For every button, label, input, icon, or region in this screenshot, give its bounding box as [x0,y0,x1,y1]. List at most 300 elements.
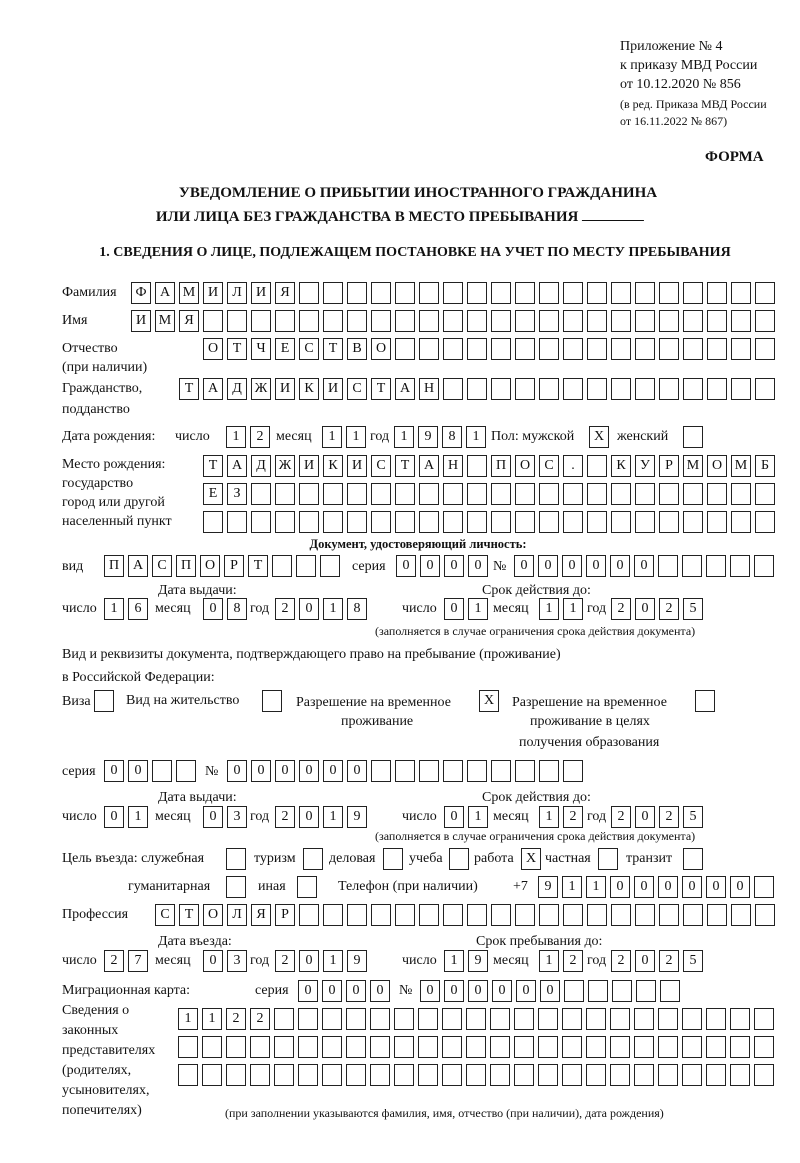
input-cell[interactable]: 0 [444,555,464,577]
input-cell[interactable]: 1 [322,426,342,448]
migration-number-field[interactable] [420,980,680,1002]
input-cell[interactable]: 0 [299,950,319,972]
input-cell[interactable]: 0 [634,555,654,577]
input-cell[interactable] [491,483,511,505]
input-cell[interactable]: М [155,310,175,332]
right-valid-year-field[interactable] [611,806,703,828]
input-cell[interactable] [586,1036,606,1058]
input-cell[interactable]: 0 [299,760,319,782]
input-cell[interactable]: И [299,455,319,477]
input-cell[interactable] [539,338,559,360]
input-cell[interactable]: 0 [104,806,124,828]
surname-field[interactable] [131,282,775,304]
input-cell[interactable] [587,483,607,505]
input-cell[interactable] [442,1008,462,1030]
input-cell[interactable] [586,1064,606,1086]
birth-year-field[interactable] [394,426,486,448]
input-cell[interactable] [562,1064,582,1086]
input-cell[interactable]: Т [227,338,247,360]
purpose-work-checkbox[interactable] [521,848,541,870]
input-cell[interactable] [251,483,271,505]
input-cell[interactable]: 0 [420,980,440,1002]
input-cell[interactable]: 1 [226,426,246,448]
input-cell[interactable] [467,310,487,332]
purpose-tourism-checkbox[interactable] [303,848,323,870]
doc-issue-month-field[interactable] [203,598,247,620]
input-cell[interactable]: Л [227,282,247,304]
input-cell[interactable] [491,310,511,332]
input-cell[interactable] [347,511,367,533]
input-cell[interactable]: 0 [706,876,726,898]
input-cell[interactable] [683,282,703,304]
input-cell[interactable]: 0 [540,980,560,1002]
input-cell[interactable]: 2 [250,1008,270,1030]
input-cell[interactable]: 1 [539,598,559,620]
input-cell[interactable]: 1 [539,806,559,828]
input-cell[interactable] [442,1036,462,1058]
input-cell[interactable] [634,1036,654,1058]
input-cell[interactable] [707,310,727,332]
input-cell[interactable] [515,511,535,533]
input-cell[interactable]: 2 [104,950,124,972]
input-cell[interactable]: 1 [444,950,464,972]
input-cell[interactable] [394,1036,414,1058]
stay-year-field[interactable] [611,950,703,972]
input-cell[interactable]: 2 [563,806,583,828]
input-cell[interactable] [539,378,559,400]
input-cell[interactable] [706,1064,726,1086]
input-cell[interactable] [611,904,631,926]
input-cell[interactable] [299,310,319,332]
input-cell[interactable]: О [371,338,391,360]
input-cell[interactable] [538,1008,558,1030]
input-cell[interactable]: 0 [396,555,416,577]
input-cell[interactable] [275,310,295,332]
input-cell[interactable]: М [179,282,199,304]
input-cell[interactable]: 2 [275,950,295,972]
input-cell[interactable] [203,310,223,332]
input-cell[interactable] [515,310,535,332]
input-cell[interactable]: 1 [128,806,148,828]
input-cell[interactable] [755,378,775,400]
input-cell[interactable] [659,338,679,360]
input-cell[interactable] [514,1064,534,1086]
input-cell[interactable] [587,338,607,360]
input-cell[interactable]: С [347,378,367,400]
input-cell[interactable] [443,378,463,400]
input-cell[interactable] [659,282,679,304]
input-cell[interactable]: З [227,483,247,505]
input-cell[interactable] [658,1008,678,1030]
input-cell[interactable] [370,1036,390,1058]
input-cell[interactable]: Ф [131,282,151,304]
input-cell[interactable]: И [347,455,367,477]
input-cell[interactable] [418,1064,438,1086]
input-cell[interactable]: 0 [251,760,271,782]
input-cell[interactable]: С [155,904,175,926]
input-cell[interactable]: 1 [323,598,343,620]
input-cell[interactable] [610,1064,630,1086]
input-cell[interactable]: 0 [635,806,655,828]
input-cell[interactable]: А [419,455,439,477]
input-cell[interactable]: Д [227,378,247,400]
right-issue-month-field[interactable] [203,806,247,828]
input-cell[interactable]: И [203,282,223,304]
input-cell[interactable]: 9 [468,950,488,972]
input-cell[interactable]: О [707,455,727,477]
input-cell[interactable] [731,904,751,926]
entry-month-field[interactable] [203,950,247,972]
stay-month-field[interactable] [539,950,583,972]
input-cell[interactable]: 0 [203,806,223,828]
input-cell[interactable]: 0 [370,980,390,1002]
input-cell[interactable] [587,282,607,304]
input-cell[interactable] [395,483,415,505]
input-cell[interactable] [419,904,439,926]
input-cell[interactable] [659,310,679,332]
input-cell[interactable] [275,511,295,533]
input-cell[interactable]: 0 [346,980,366,1002]
input-cell[interactable]: А [203,378,223,400]
input-cell[interactable] [586,1008,606,1030]
input-cell[interactable] [323,310,343,332]
input-cell[interactable] [323,483,343,505]
input-cell[interactable]: 0 [634,876,654,898]
input-cell[interactable]: 8 [227,598,247,620]
input-cell[interactable] [466,1008,486,1030]
doc-number-field[interactable] [514,555,774,577]
input-cell[interactable]: Е [203,483,223,505]
input-cell[interactable]: 0 [347,760,367,782]
input-cell[interactable] [274,1008,294,1030]
input-cell[interactable] [370,1064,390,1086]
input-cell[interactable] [227,310,247,332]
input-cell[interactable] [418,1008,438,1030]
doc-valid-month-field[interactable] [539,598,583,620]
input-cell[interactable]: Т [323,338,343,360]
input-cell[interactable] [395,282,415,304]
input-cell[interactable] [515,282,535,304]
input-cell[interactable]: 9 [347,806,367,828]
input-cell[interactable] [419,511,439,533]
input-cell[interactable]: 0 [562,555,582,577]
input-cell[interactable] [467,511,487,533]
input-cell[interactable] [635,338,655,360]
input-cell[interactable]: Т [203,455,223,477]
input-cell[interactable]: Ж [275,455,295,477]
input-cell[interactable] [466,1064,486,1086]
input-cell[interactable] [755,511,775,533]
input-cell[interactable] [695,690,715,712]
input-cell[interactable]: К [611,455,631,477]
input-cell[interactable] [346,1008,366,1030]
doc-issue-day-field[interactable] [104,598,148,620]
input-cell[interactable]: Т [179,378,199,400]
input-cell[interactable]: 0 [468,555,488,577]
input-cell[interactable] [731,378,751,400]
input-cell[interactable]: 0 [203,950,223,972]
input-cell[interactable] [707,282,727,304]
input-cell[interactable] [515,904,535,926]
input-cell[interactable]: 2 [611,806,631,828]
purpose-transit-checkbox[interactable] [683,848,703,870]
input-cell[interactable] [395,904,415,926]
input-cell[interactable] [706,555,726,577]
input-cell[interactable] [394,1064,414,1086]
input-cell[interactable]: А [395,378,415,400]
input-cell[interactable] [634,1008,654,1030]
input-cell[interactable]: П [176,555,196,577]
input-cell[interactable] [298,1036,318,1058]
temp-permit-checkbox[interactable] [479,690,499,712]
input-cell[interactable] [347,483,367,505]
input-cell[interactable]: 5 [683,598,703,620]
input-cell[interactable]: И [131,310,151,332]
citizenship-field[interactable] [179,378,775,400]
input-cell[interactable] [658,1036,678,1058]
input-cell[interactable] [467,378,487,400]
input-cell[interactable]: 1 [539,950,559,972]
input-cell[interactable] [371,760,391,782]
input-cell[interactable]: 0 [610,555,630,577]
input-cell[interactable]: 9 [347,950,367,972]
input-cell[interactable] [491,511,511,533]
input-cell[interactable] [323,904,343,926]
input-cell[interactable]: 0 [299,806,319,828]
representatives-field-2[interactable] [178,1036,774,1058]
input-cell[interactable] [659,511,679,533]
input-cell[interactable] [598,848,618,870]
input-cell[interactable]: С [299,338,319,360]
input-cell[interactable] [563,904,583,926]
input-cell[interactable]: 0 [514,555,534,577]
input-cell[interactable]: Л [227,904,247,926]
input-cell[interactable]: Т [248,555,268,577]
input-cell[interactable] [563,483,583,505]
input-cell[interactable] [203,511,223,533]
input-cell[interactable] [395,760,415,782]
input-cell[interactable] [682,1036,702,1058]
input-cell[interactable]: 2 [250,426,270,448]
input-cell[interactable] [490,1036,510,1058]
input-cell[interactable]: 1 [562,876,582,898]
input-cell[interactable] [419,338,439,360]
input-cell[interactable] [371,904,391,926]
input-cell[interactable]: О [203,338,223,360]
input-cell[interactable] [202,1036,222,1058]
input-cell[interactable] [659,483,679,505]
input-cell[interactable] [226,1036,246,1058]
input-cell[interactable] [443,511,463,533]
input-cell[interactable] [418,1036,438,1058]
birth-day-field[interactable] [226,426,270,448]
input-cell[interactable]: Т [371,378,391,400]
input-cell[interactable] [730,1036,750,1058]
input-cell[interactable]: 2 [611,598,631,620]
input-cell[interactable] [322,1008,342,1030]
title-blank-underline[interactable] [582,207,644,221]
input-cell[interactable]: С [371,455,391,477]
input-cell[interactable] [634,1064,654,1086]
input-cell[interactable] [443,904,463,926]
input-cell[interactable]: 1 [466,426,486,448]
input-cell[interactable]: 2 [659,598,679,620]
input-cell[interactable]: М [731,455,751,477]
input-cell[interactable] [443,483,463,505]
input-cell[interactable] [395,511,415,533]
input-cell[interactable]: О [203,904,223,926]
input-cell[interactable]: 1 [394,426,414,448]
input-cell[interactable]: У [635,455,655,477]
input-cell[interactable] [394,1008,414,1030]
visa-checkbox[interactable] [94,690,114,712]
input-cell[interactable] [610,1036,630,1058]
input-cell[interactable] [443,310,463,332]
input-cell[interactable]: К [323,455,343,477]
input-cell[interactable] [323,282,343,304]
input-cell[interactable] [347,310,367,332]
input-cell[interactable]: 0 [227,760,247,782]
input-cell[interactable] [731,338,751,360]
input-cell[interactable] [490,1064,510,1086]
input-cell[interactable]: И [251,282,271,304]
input-cell[interactable]: Ж [251,378,271,400]
sex-female-checkbox[interactable] [683,426,703,448]
input-cell[interactable]: 2 [275,598,295,620]
input-cell[interactable] [467,282,487,304]
right-valid-month-field[interactable] [539,806,583,828]
input-cell[interactable] [346,1036,366,1058]
input-cell[interactable] [587,904,607,926]
purpose-humanitarian-checkbox[interactable] [226,876,246,898]
input-cell[interactable] [658,1064,678,1086]
input-cell[interactable]: X [589,426,609,448]
input-cell[interactable]: X [479,690,499,712]
input-cell[interactable]: Т [179,904,199,926]
input-cell[interactable] [635,310,655,332]
input-cell[interactable] [250,1064,270,1086]
input-cell[interactable] [754,1008,774,1030]
input-cell[interactable] [442,1064,462,1086]
input-cell[interactable]: 0 [322,980,342,1002]
input-cell[interactable] [272,555,292,577]
stay-day-field[interactable] [444,950,488,972]
entry-day-field[interactable] [104,950,148,972]
doc-kind-field[interactable] [104,555,340,577]
input-cell[interactable] [299,904,319,926]
input-cell[interactable] [467,483,487,505]
input-cell[interactable] [370,1008,390,1030]
input-cell[interactable] [226,848,246,870]
birth-place-field-2[interactable] [203,483,775,505]
input-cell[interactable] [682,1064,702,1086]
input-cell[interactable] [563,760,583,782]
input-cell[interactable]: 0 [104,760,124,782]
input-cell[interactable] [371,511,391,533]
input-cell[interactable] [754,555,774,577]
input-cell[interactable] [467,760,487,782]
patronymic-field[interactable] [203,338,775,360]
purpose-service-checkbox[interactable] [226,848,246,870]
input-cell[interactable] [683,904,703,926]
input-cell[interactable] [539,282,559,304]
input-cell[interactable] [563,378,583,400]
input-cell[interactable] [297,876,317,898]
input-cell[interactable]: X [521,848,541,870]
input-cell[interactable] [298,1008,318,1030]
input-cell[interactable]: 8 [442,426,462,448]
input-cell[interactable]: Е [275,338,295,360]
input-cell[interactable] [538,1036,558,1058]
input-cell[interactable] [449,848,469,870]
input-cell[interactable] [298,1064,318,1086]
input-cell[interactable] [443,338,463,360]
input-cell[interactable] [322,1036,342,1058]
input-cell[interactable] [515,378,535,400]
input-cell[interactable]: Р [659,455,679,477]
input-cell[interactable]: И [275,378,295,400]
input-cell[interactable] [635,483,655,505]
input-cell[interactable]: 0 [586,555,606,577]
input-cell[interactable]: 0 [468,980,488,1002]
input-cell[interactable] [274,1036,294,1058]
input-cell[interactable] [563,310,583,332]
input-cell[interactable] [563,282,583,304]
birth-month-field[interactable] [322,426,366,448]
right-number-field[interactable] [227,760,583,782]
input-cell[interactable] [587,511,607,533]
doc-issue-year-field[interactable] [275,598,367,620]
input-cell[interactable] [731,282,751,304]
input-cell[interactable]: 0 [323,760,343,782]
phone-field[interactable] [538,876,774,898]
representatives-field-1[interactable] [178,1008,774,1030]
input-cell[interactable] [611,310,631,332]
input-cell[interactable]: А [227,455,247,477]
input-cell[interactable] [707,338,727,360]
input-cell[interactable]: 5 [683,806,703,828]
input-cell[interactable]: 0 [420,555,440,577]
input-cell[interactable] [467,338,487,360]
input-cell[interactable] [491,338,511,360]
input-cell[interactable]: 2 [659,806,679,828]
migration-series-field[interactable] [298,980,390,1002]
input-cell[interactable]: 1 [468,598,488,620]
edu-permit-checkbox[interactable] [695,690,715,712]
input-cell[interactable]: 1 [178,1008,198,1030]
input-cell[interactable]: Я [179,310,199,332]
input-cell[interactable] [539,511,559,533]
input-cell[interactable] [466,1036,486,1058]
input-cell[interactable]: Я [275,282,295,304]
input-cell[interactable] [635,378,655,400]
input-cell[interactable] [707,904,727,926]
sex-male-checkbox[interactable] [589,426,609,448]
input-cell[interactable] [611,511,631,533]
input-cell[interactable] [636,980,656,1002]
input-cell[interactable]: 0 [298,980,318,1002]
input-cell[interactable] [587,455,607,477]
input-cell[interactable] [731,310,751,332]
input-cell[interactable]: В [347,338,367,360]
input-cell[interactable] [443,760,463,782]
input-cell[interactable] [419,310,439,332]
input-cell[interactable]: 1 [323,806,343,828]
input-cell[interactable] [467,455,487,477]
input-cell[interactable] [754,1064,774,1086]
input-cell[interactable] [491,760,511,782]
input-cell[interactable] [539,310,559,332]
